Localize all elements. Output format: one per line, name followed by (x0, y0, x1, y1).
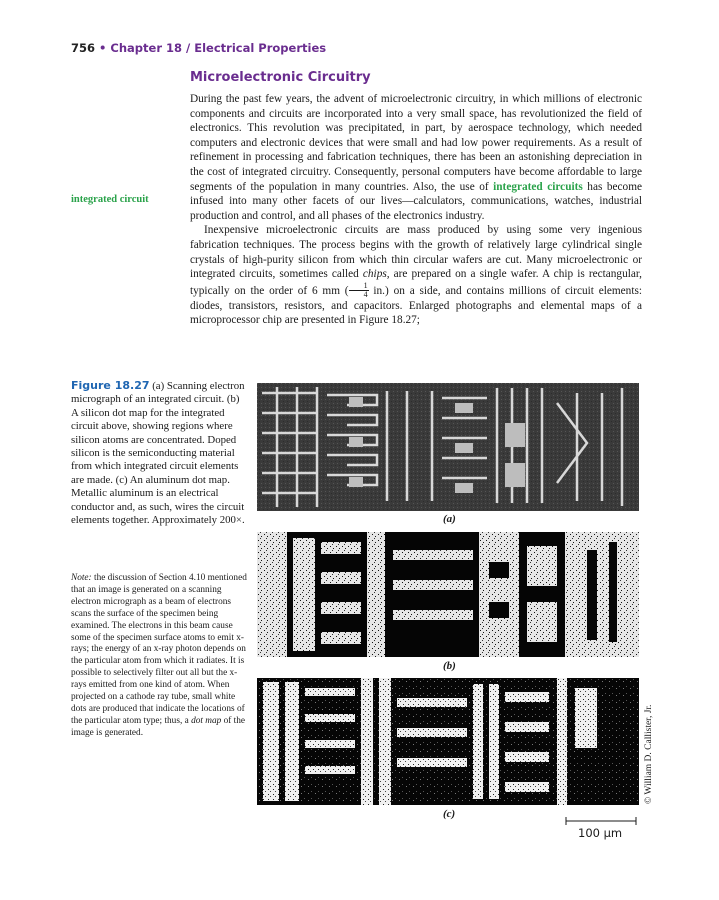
sem-micrograph-image (257, 383, 639, 511)
fraction-numerator: 1 (349, 282, 369, 291)
silicon-dot-map-image (257, 532, 639, 657)
figure-note (71, 573, 251, 740)
margin-key-term: integrated circuit (71, 194, 149, 205)
micrograph-panel-a (257, 383, 639, 511)
running-head-slash: / (186, 41, 191, 55)
paragraph-1 (190, 92, 642, 223)
paragraph-1-text: During the past few years, the advent of microelectronic circuitry, in which millions of electronic components and circuits are incorporated into a very small space, has revolutionized the field of electronics. This revolution was precipitated, in part, by aerospace technology, which needed computers and electronic devices that were small and had low power requirements. As a result of refinement in processing and fabrication techniques, there has been an astonishing depreciation in the cost of integrated circuitry. Consequently, personal computers have become affordable to large segments of the population in many countries. Also, the use of (190, 93, 642, 193)
chapter-title: Electrical Properties (194, 41, 327, 55)
note-label: Note: (71, 573, 92, 583)
paragraph-2 (190, 223, 642, 328)
micrograph-panel-c (257, 678, 639, 805)
micrograph-panel-b (257, 532, 639, 657)
note-term-dot-map: dot map (191, 715, 222, 726)
running-head (71, 41, 326, 55)
page-number: 756 (71, 41, 96, 55)
section-heading: Microelectronic Circuitry (190, 70, 371, 85)
figure-caption (71, 379, 247, 527)
paragraph-1-text-end: has become infused into many other facets of our lives—calculators, communications, watches, industrial production and control, and all phases of the electronics industry. (190, 180, 642, 222)
note-text-end: of the image is generated. (71, 715, 246, 738)
panel-c-label: (c) (443, 808, 456, 820)
paragraph-2-text-end: in.) on a side, and contains millions of circuit elements: diodes, transistors, resistors, and capacitors. Enlarged photographs and elemental maps of a microprocessor chip are presented in Figure 18.27; (190, 284, 642, 327)
panel-a-label: (a) (443, 513, 456, 525)
photo-credit: © William D. Callister, Jr. (644, 704, 654, 804)
key-term-integrated-circuits: integrated circuits (493, 180, 583, 193)
note-text: the discussion of Section 4.10 mentioned that an image is generated on a scanning electron micrograph as a beam of electrons scans the surface of the specimen being examined. The electrons in this beam cause some of the specimen surface atoms to emit x-rays; the energy of an x-ray photon depends on the particular atom from which it radiates. It is possible to selectively filter out all but the x-rays emitted from one kind of atom. When projected on a cathode ray tube, small white dots are produced that indicate the locations of the particular atom type; thus, a (71, 573, 247, 726)
paragraph-2-text-mid: are prepared on a single wafer. A chip is rectangular, typically on the order of 6 mm ( (190, 268, 643, 297)
paragraph-2-text: Inexpensive microelectronic circuits are mass produced by using some very ingenious fabrication techniques. The process begins with the growth of relatively large cylindrical single crystals of high-purity silicon from which thin circular wafers are cut. Many microelectronic or integrated circuits, sometimes called (190, 224, 642, 281)
fraction-quarter (349, 282, 369, 299)
figure-caption-text: (a) Scanning electron micrograph of an integrated circuit. (b) A silicon dot map for the integrated circuit above, showing regions where silicon atoms are concentrated. Doped silicon is the semiconducting material from which integrated circuit elements are made. (c) An aluminum dot map. Metallic aluminum is an electrical conductor and, as such, wires the circuit elements together. Approximately 200×. (71, 380, 245, 527)
panel-b-label: (b) (443, 660, 456, 672)
scale-bar (565, 817, 637, 825)
body-text (190, 92, 642, 328)
chapter-label: Chapter 18 (110, 41, 183, 55)
aluminum-dot-map-image (257, 678, 639, 805)
term-chips: chips, (362, 268, 390, 281)
figure-label: Figure 18.27 (71, 379, 150, 392)
running-head-separator: • (99, 41, 107, 55)
fraction-denominator: 4 (363, 289, 368, 299)
scale-bar-label: 100 μm (578, 826, 623, 840)
